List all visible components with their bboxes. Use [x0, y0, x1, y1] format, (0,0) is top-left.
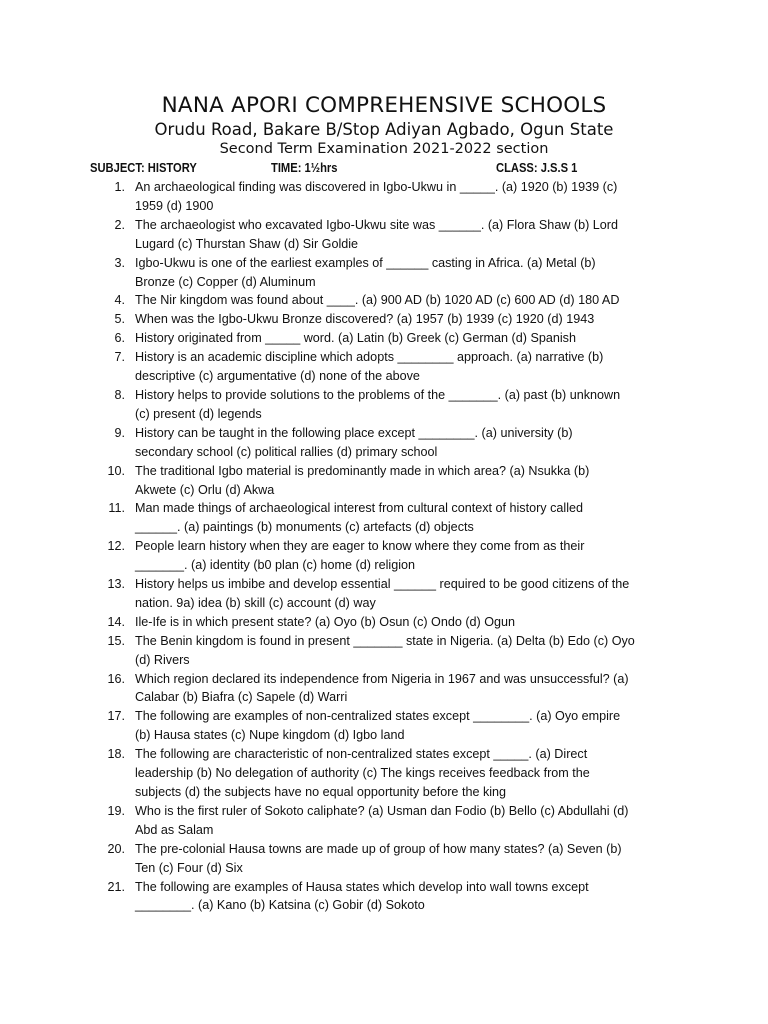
question-item	[0, 462, 675, 500]
question-item	[0, 386, 675, 424]
question-number: 9.	[114, 425, 125, 440]
question-text: The following are examples of non-centralized states except ________. (a) Oyo empire (b) Hausa states (c) Nupe kingdom (d) Igbo land	[135, 709, 621, 743]
question-number: 7.	[114, 350, 125, 365]
question-number: 14.	[107, 614, 125, 629]
question-item	[0, 329, 675, 348]
question-number: 20.	[107, 841, 125, 856]
question-item	[0, 878, 675, 916]
question-text: Which region declared its independence from Nigeria in 1967 and was unsuccessful? (a) Calabar (b) Biafra (c) Sapele (d) Warri	[135, 671, 629, 705]
question-item	[0, 424, 675, 462]
question-text: Man made things of archaeological interest from cultural context of history called ______. (a) paintings (b) monuments (c) artefacts (d) objects	[135, 501, 584, 535]
question-item	[0, 291, 675, 310]
question-text: Ile-Ife is in which present state? (a) Oyo (b) Osun (c) Ondo (d) Ogun	[135, 614, 516, 629]
question-text: History helps to provide solutions to the problems of the _______. (a) past (b) unknown (c) present (d) legends	[135, 387, 621, 421]
question-item	[0, 310, 675, 329]
question-text: The traditional Igbo material is predominantly made in which area? (a) Nsukka (b) Akwete (c) Orlu (d) Akwa	[135, 463, 590, 497]
question-text: The following are examples of Hausa states which develop into wall towns except ________. (a) Kano (b) Katsina (c) Gobir (d) Sokoto	[135, 879, 589, 913]
time-label: TIME: 1½hrs	[271, 160, 338, 175]
question-item	[0, 216, 675, 254]
question-text: History can be taught in the following place except ________. (a) university (b) secondary school (c) political rallies (d) primary school	[135, 425, 573, 459]
question-number: 10.	[107, 463, 125, 478]
question-number: 16.	[107, 671, 125, 686]
question-number: 6.	[114, 331, 125, 346]
question-item	[0, 499, 675, 537]
question-item	[0, 348, 675, 386]
exam-title: Second Term Examination 2021-2022 section	[219, 141, 549, 157]
question-number: 11.	[108, 501, 125, 516]
question-text: The Benin kingdom is found in present _______ state in Nigeria. (a) Delta (b) Edo (c) Oyo (d) Rivers	[135, 633, 635, 667]
question-text: History originated from _____ word. (a) Latin (b) Greek (c) German (d) Spanish	[135, 331, 576, 346]
question-number: 13.	[107, 577, 125, 592]
question-text: Igbo-Ukwu is one of the earliest examples of ______ casting in Africa. (a) Metal (b) Bronze (c) Copper (d) Aluminum	[135, 255, 596, 289]
school-name: NANA APORI COMPREHENSIVE SCHOOLS	[161, 93, 607, 118]
question-text: The pre-colonial Hausa towns are made up of group of how many states? (a) Seven (b) Ten (c) Four (d) Six	[135, 841, 622, 875]
question-item	[0, 613, 675, 632]
question-text: Who is the first ruler of Sokoto caliphate? (a) Usman dan Fodio (b) Bello (c) Abdullahi (d) Abd as Salam	[135, 803, 629, 837]
question-text: The following are characteristic of non-centralized states except _____. (a) Direct leadership (b) No delegation of authority (c) The kings receives feedback from the subjects (d) the subjects have no equal opportunity before the king	[135, 747, 590, 799]
question-text: History is an academic discipline which adopts ________ approach. (a) narrative (b) descriptive (c) argumentative (d) none of the above	[135, 350, 604, 384]
class-label: CLASS: J.S.S 1	[496, 160, 578, 175]
question-text: When was the Igbo-Ukwu Bronze discovered? (a) 1957 (b) 1939 (c) 1920 (d) 1943	[135, 312, 595, 327]
question-item	[0, 707, 675, 745]
question-text: People learn history when they are eager to know where they come from as their _______. (a) identity (b0 plan (c) home (d) religion	[135, 539, 585, 573]
question-item	[0, 178, 675, 216]
question-number: 18.	[107, 747, 125, 762]
subject-label: SUBJECT: HISTORY	[90, 160, 197, 175]
question-item	[0, 537, 675, 575]
question-item	[0, 632, 675, 670]
question-number: 1.	[114, 180, 125, 194]
question-item	[0, 802, 675, 840]
question-number: 17.	[107, 709, 125, 724]
school-address: Orudu Road, Bakare B/Stop Adiyan Agbado, Ogun State	[154, 120, 614, 139]
question-text: The archaeologist who excavated Igbo-Ukwu site was ______. (a) Flora Shaw (b) Lord Lugard (c) Thurstan Shaw (d) Sir Goldie	[135, 217, 619, 251]
question-item	[0, 575, 675, 613]
question-item	[0, 840, 675, 878]
question-number: 4.	[114, 293, 125, 308]
question-item	[0, 745, 675, 802]
question-text: An archaeological finding was discovered in Igbo-Ukwu in _____. (a) 1920 (b) 1939 (c) 1959 (d) 1900	[135, 180, 618, 213]
question-number: 19.	[107, 803, 125, 818]
question-number: 21.	[107, 879, 125, 894]
question-number: 15.	[107, 633, 125, 648]
question-item	[0, 670, 675, 708]
question-item	[0, 254, 675, 292]
question-text: History helps us imbibe and develop essential ______ required to be good citizens of the nation. 9a) idea (b) skill (c) account (d) way	[135, 577, 630, 610]
question-number: 8.	[114, 387, 125, 402]
question-text: The Nir kingdom was found about ____. (a) 900 AD (b) 1020 AD (c) 600 AD (d) 180 AD	[135, 293, 620, 308]
question-list	[0, 178, 768, 915]
question-number: 3.	[114, 255, 125, 270]
question-number: 5.	[114, 312, 125, 327]
question-number: 2.	[114, 217, 125, 232]
question-number: 12.	[107, 539, 125, 554]
